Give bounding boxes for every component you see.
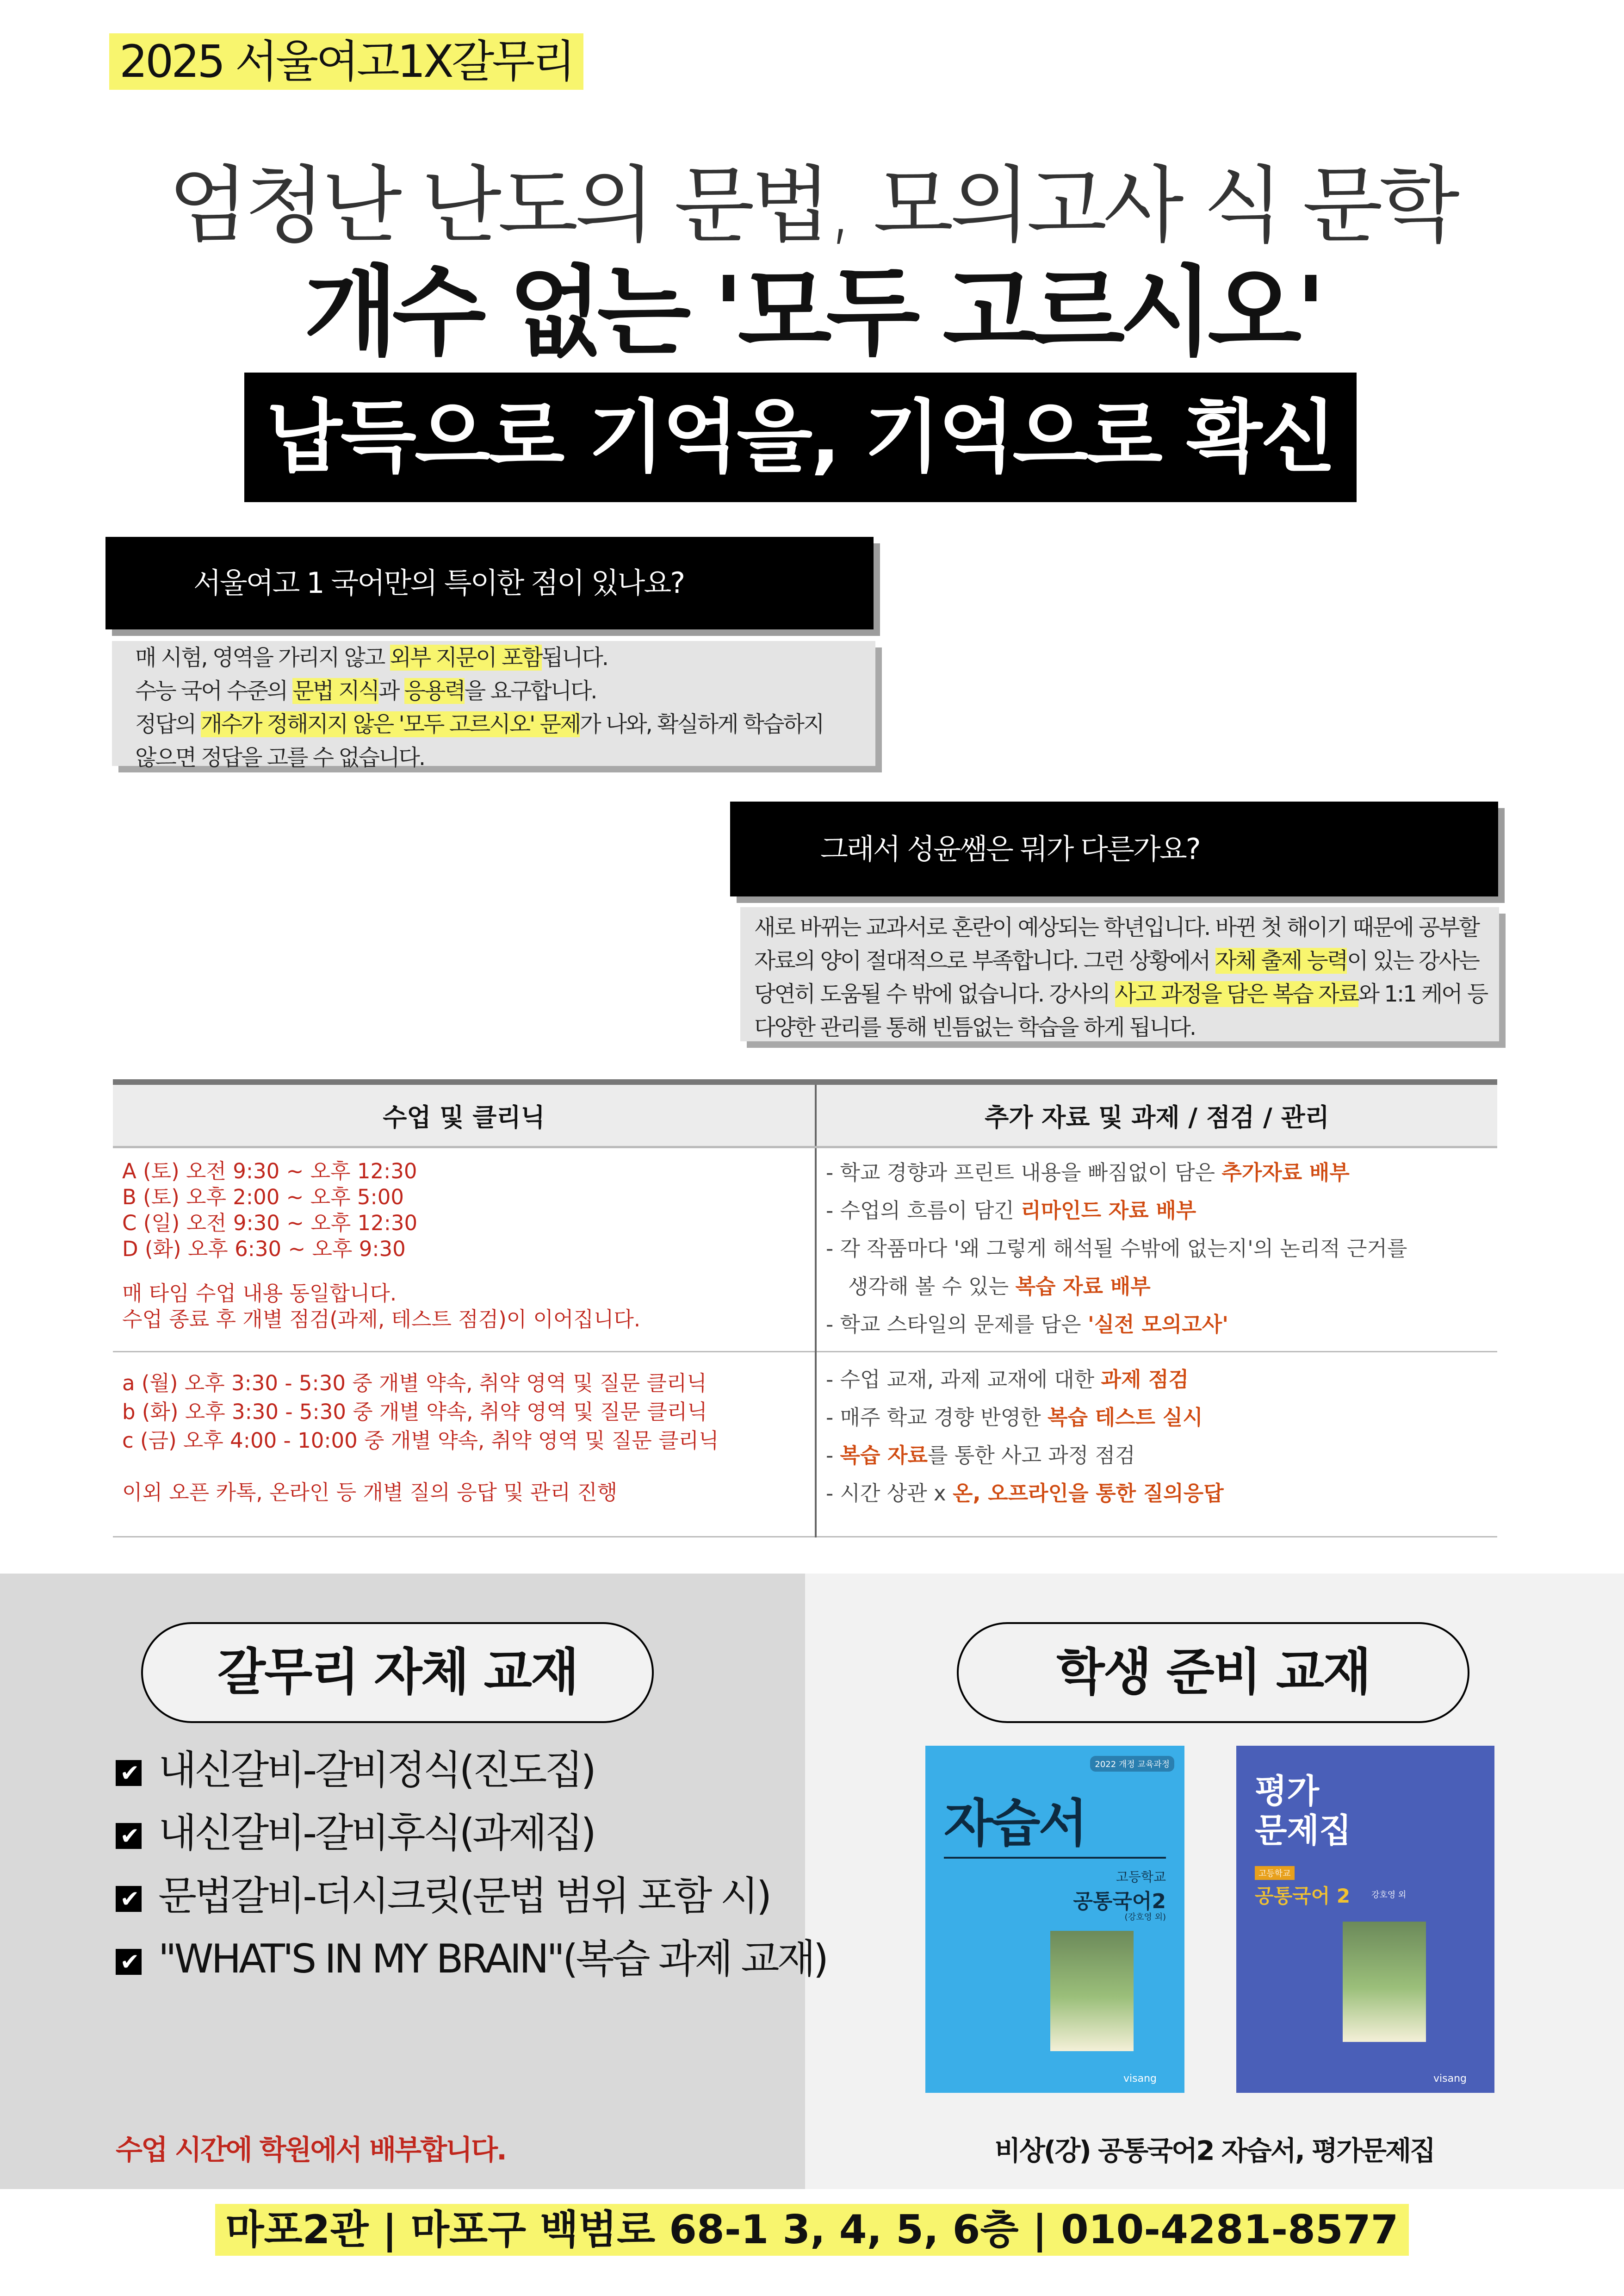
list-item: ✔ "WHAT'S IN MY BRAIN"(복습 과제 교재) xyxy=(116,1931,787,1987)
book1-tag: 2022 개정 교육과정 xyxy=(1090,1756,1174,1772)
question-text-2: 그래서 성윤쌤은 뭐가 다른가요? xyxy=(820,832,1200,866)
clinic-note: 이외 오픈 카톡, 온라인 등 개별 질의 응답 및 관리 진행 xyxy=(122,1480,618,1505)
schedule-table xyxy=(113,1079,1497,1537)
book2-tag: 고등학교 xyxy=(1255,1866,1295,1880)
footer-contact xyxy=(0,2197,1624,2255)
clinic-cell xyxy=(113,1352,816,1537)
book2-title-l2: 문제집 xyxy=(1255,1811,1351,1850)
materials-cell xyxy=(816,1147,1497,1352)
material-2: - 수업의 흐름이 담긴 리마인드 자료 배부 xyxy=(826,1198,1196,1223)
material-1: - 학교 경향과 프린트 내용을 빠짐없이 담은 추가자료 배부 xyxy=(826,1160,1350,1185)
book2-brand: visang xyxy=(1433,2073,1467,2084)
answer1-line2: 수능 국어 수준의 문법 지식과 응용력을 요구합니다. xyxy=(135,678,596,704)
book1-title: 자습서 xyxy=(944,1794,1086,1853)
answer1-line1: 매 시험, 영역을 가리지 않고 외부 지문이 포함됩니다. xyxy=(135,645,608,671)
clinic-c: c (금) 오후 4:00 - 10:00 중 개별 약속, 취약 영역 및 질문 클리닉 xyxy=(122,1428,719,1453)
check-1: - 수업 교재, 과제 교재에 대한 과제 점검 xyxy=(826,1367,1189,1392)
list-item: ✔ 내신갈비-갈비후식(과제집) xyxy=(116,1805,787,1861)
question-bar-2 xyxy=(730,802,1498,896)
table-row xyxy=(113,1352,1497,1537)
book2-subject: 공통국어 2 xyxy=(1255,1885,1351,1907)
student-books-title: 학생 준비 교재 xyxy=(957,1622,1469,1723)
class-cell xyxy=(113,1147,816,1352)
book1-illustration xyxy=(1050,1931,1134,2051)
book1-divider xyxy=(944,1857,1166,1859)
hero-line1: 엄청난 난도의 문법, 모의고사 식 문학 xyxy=(168,157,1456,254)
answer1-line4: 않으면 정답을 고를 수 없습니다. xyxy=(135,745,425,771)
table-row xyxy=(113,1147,1497,1352)
answer1-line3: 정답의 개수가 정해지지 않은 '모두 고르시오' 문제가 나와, 확실하게 학습하지 xyxy=(135,711,824,737)
clinic-b: b (화) 오후 3:30 - 5:30 중 개별 약속, 취약 영역 및 질문 클리닉 xyxy=(122,1400,707,1424)
list-item: ✔ 내신갈비-갈비정식(진도집) xyxy=(116,1742,787,1798)
answer2-line1: 새로 바뀌는 교과서로 혼란이 예상되는 학년입니다. 바뀐 첫 해이기 때문에 공부할 xyxy=(754,915,1479,940)
class-time-d: D (화) 오후 6:30 ~ 오후 9:30 xyxy=(122,1237,406,1261)
check-4: - 시간 상관 x 온, 오프라인을 통한 질의응답 xyxy=(826,1481,1224,1506)
material-3b: 생각해 볼 수 있는 복습 자료 배부 xyxy=(848,1274,1151,1299)
hero-line2: 개수 없는 '모두 고르시오' xyxy=(304,255,1320,369)
checkbox-icon: ✔ xyxy=(116,1823,142,1849)
book2-title-l1: 평가 xyxy=(1255,1772,1320,1811)
hero-banner: 납득으로 기억을, 기억으로 확신 xyxy=(244,373,1357,502)
answer2-line4: 다양한 관리를 통해 빈틈없는 학습을 하게 됩니다. xyxy=(754,1014,1196,1040)
book1-level: 고등학교 xyxy=(1116,1869,1166,1885)
answer-box-2 xyxy=(740,907,1499,1041)
answer2-line2: 자료의 양이 절대적으로 부족합니다. 그런 상황에서 자체 출제 능력이 있는 강사는 xyxy=(754,948,1479,974)
class-time-b: B (토) 오후 2:00 ~ 오후 5:00 xyxy=(122,1185,404,1209)
book2-author: 강호영 외 xyxy=(1371,1890,1407,1900)
list-item: ✔ 문법갈비-더시크릿(문법 범위 포함 시) xyxy=(116,1868,787,1924)
material-4: - 학교 스타일의 문제를 담은 '실전 모의고사' xyxy=(826,1312,1228,1337)
question-text-1: 서울여고 1 국어만의 특이한 점이 있나요? xyxy=(193,566,684,600)
checkbox-icon: ✔ xyxy=(116,1949,142,1975)
question-bar-1 xyxy=(105,537,874,629)
answer-box-1 xyxy=(112,641,875,771)
table-header-row xyxy=(113,1082,1497,1147)
book-cover-pyeongga xyxy=(1236,1746,1494,2093)
class-time-a: A (토) 오전 9:30 ~ 오후 12:30 xyxy=(122,1159,417,1183)
class-note2: 수업 종료 후 개별 점검(과제, 테스트 점검)이 이어집니다. xyxy=(122,1307,641,1332)
checkbox-icon: ✔ xyxy=(116,1760,142,1786)
col-header-classes: 수업 및 클리닉 xyxy=(113,1082,816,1147)
checks-cell xyxy=(816,1352,1497,1537)
top-tag: 2025 서울여고1X갈무리 xyxy=(109,33,583,90)
col-header-materials: 추가 자료 및 과제 / 점검 / 관리 xyxy=(816,1082,1497,1147)
class-note1: 매 타임 수업 내용 동일합니다. xyxy=(122,1281,397,1306)
book1-author: (강호영 외) xyxy=(1124,1912,1166,1922)
own-books-title: 갈무리 자체 교재 xyxy=(141,1622,654,1723)
book-cover-jaseupseo xyxy=(925,1746,1184,2093)
book2-illustration xyxy=(1343,1922,1426,2042)
check-3: - 복습 자료를 통한 사고 과정 점검 xyxy=(826,1443,1135,1468)
material-3: - 각 작품마다 '왜 그렇게 해석될 수밖에 없는지'의 논리적 근거를 xyxy=(826,1236,1407,1261)
own-books-list xyxy=(116,1742,827,1987)
answer2-line3: 당연히 도움될 수 밖에 없습니다. 강사의 사고 과정을 담은 복습 자료와 1:1 케어 등 xyxy=(754,981,1488,1007)
own-books-note: 수업 시간에 학원에서 배부합니다. xyxy=(116,2134,506,2166)
check-2: - 매주 학교 경향 반영한 복습 테스트 실시 xyxy=(826,1405,1203,1430)
checkbox-icon: ✔ xyxy=(116,1886,142,1912)
clinic-a: a (월) 오후 3:30 - 5:30 중 개별 약속, 취약 영역 및 질문 클리닉 xyxy=(122,1371,707,1395)
class-time-c: C (일) 오전 9:30 ~ 오후 12:30 xyxy=(122,1211,418,1235)
book1-subject: 공통국어2 xyxy=(1073,1890,1166,1913)
footer-text: 마포2관 | 마포구 백범로 68-1 3, 4, 5, 6층 | 010-4281-8577 xyxy=(215,2204,1408,2256)
student-books-caption: 비상(강) 공통국어2 자습서, 평가문제집 xyxy=(994,2135,1435,2166)
book1-brand: visang xyxy=(1123,2073,1157,2084)
